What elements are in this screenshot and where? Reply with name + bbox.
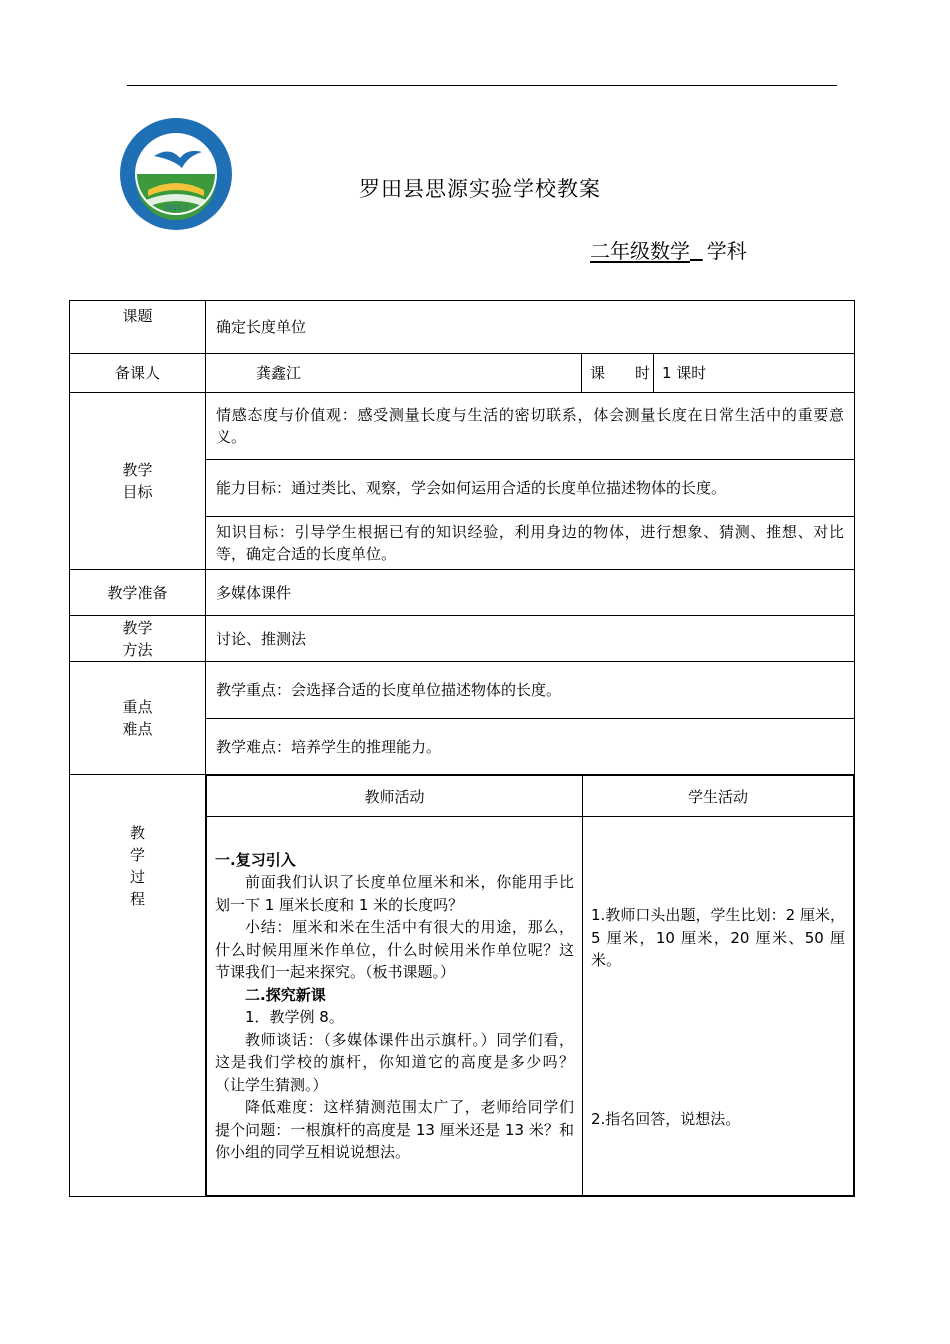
method-value: 讨论、推测法 — [206, 616, 855, 662]
row-prep — [70, 570, 855, 616]
header-rule — [127, 85, 837, 86]
row-method — [70, 616, 855, 662]
process-label: 教 学 过 程 — [70, 775, 206, 1197]
goals-label: 教学 目标 — [70, 393, 206, 570]
subject-grade: 二年级数学 — [590, 239, 690, 263]
process-header-row — [207, 776, 854, 817]
row-process — [70, 775, 855, 1197]
section-2-title: 二.探究新课 — [245, 985, 326, 1004]
student-activity — [583, 817, 854, 1196]
school-title: 罗田县思源实验学校教案 — [359, 177, 601, 201]
period-label: 课 时 — [582, 354, 654, 393]
row-goal-1 — [70, 393, 855, 460]
section-1-para-1: 前面我们认识了长度单位厘米和米，你能用手比划一下 1 厘米长度和 1 米的长度吗？ — [215, 873, 574, 914]
svg-text:2011.7: 2011.7 — [163, 204, 189, 212]
section-2-para-3: 降低难度：这样猜测范围太广了，老师给同学们提个问题：一根旗杆的高度是 13 厘米还是 13 米？和你小组的同学互相说说想法。 — [215, 1098, 574, 1161]
key-label: 重点 难点 — [70, 662, 206, 775]
section-2-para-2: 教师谈话：（多媒体课件出示旗杆。）同学们看，这是我们学校的旗杆，你知道它的高度是多少吗？（让学生猜测。） — [215, 1030, 574, 1094]
difficulty: 教学难点：培养学生的推理能力。 — [206, 719, 855, 775]
lesson-plan-table — [69, 300, 855, 1197]
section-1-para-2: 小结：厘米和米在生活中有很大的用途，那么，什么时候用厘米作单位，什么时候用米作单位呢？这节课我们一起来探究。（板书课题。） — [215, 918, 574, 981]
student-activity-1: 1.教师口头出题，学生比划：2 厘米，5 厘米，10 厘米，20 厘米、50 厘米。 — [591, 906, 846, 969]
topic-label: 课题 — [70, 301, 206, 354]
section-2-para-1: 1．教学例 8。 — [245, 1008, 344, 1026]
period-value: 1 课时 — [654, 354, 855, 393]
prep-value: 多媒体课件 — [206, 570, 855, 616]
row-topic — [70, 301, 855, 354]
prep-label: 教学准备 — [70, 570, 206, 616]
subject-suffix: 学科 — [706, 239, 747, 263]
goal-affective: 情感态度与价值观：感受测量长度与生活的密切联系，体会测量长度在日常生活中的重要意义。 — [206, 393, 855, 460]
teacher-header: 教师活动 — [207, 776, 583, 817]
process-body-row — [207, 817, 854, 1196]
key-point: 教学重点：会选择合适的长度单位描述物体的长度。 — [206, 662, 855, 719]
goal-ability: 能力目标：通过类比、观察，学会如何运用合适的长度单位描述物体的长度。 — [206, 460, 855, 517]
process-content — [206, 775, 855, 1197]
preparer-value: 龚鑫江 — [206, 354, 582, 393]
method-label: 教学 方法 — [70, 616, 206, 662]
teacher-activity — [207, 817, 583, 1196]
preparer-label: 备课人 — [70, 354, 206, 393]
subject-line — [590, 235, 747, 264]
row-preparer — [70, 354, 855, 393]
student-activity-2: 2.指名回答，说想法。 — [591, 1109, 741, 1128]
process-table — [206, 775, 854, 1196]
row-key-point — [70, 662, 855, 719]
goal-knowledge: 知识目标：引导学生根据已有的知识经验，利用身边的物体，进行想象、猜测、推想、对比等，确定合适的长度单位。 — [206, 517, 855, 570]
section-1-title: 一.复习引入 — [215, 850, 296, 869]
student-header: 学生活动 — [583, 776, 854, 817]
topic-value: 确定长度单位 — [206, 301, 855, 354]
